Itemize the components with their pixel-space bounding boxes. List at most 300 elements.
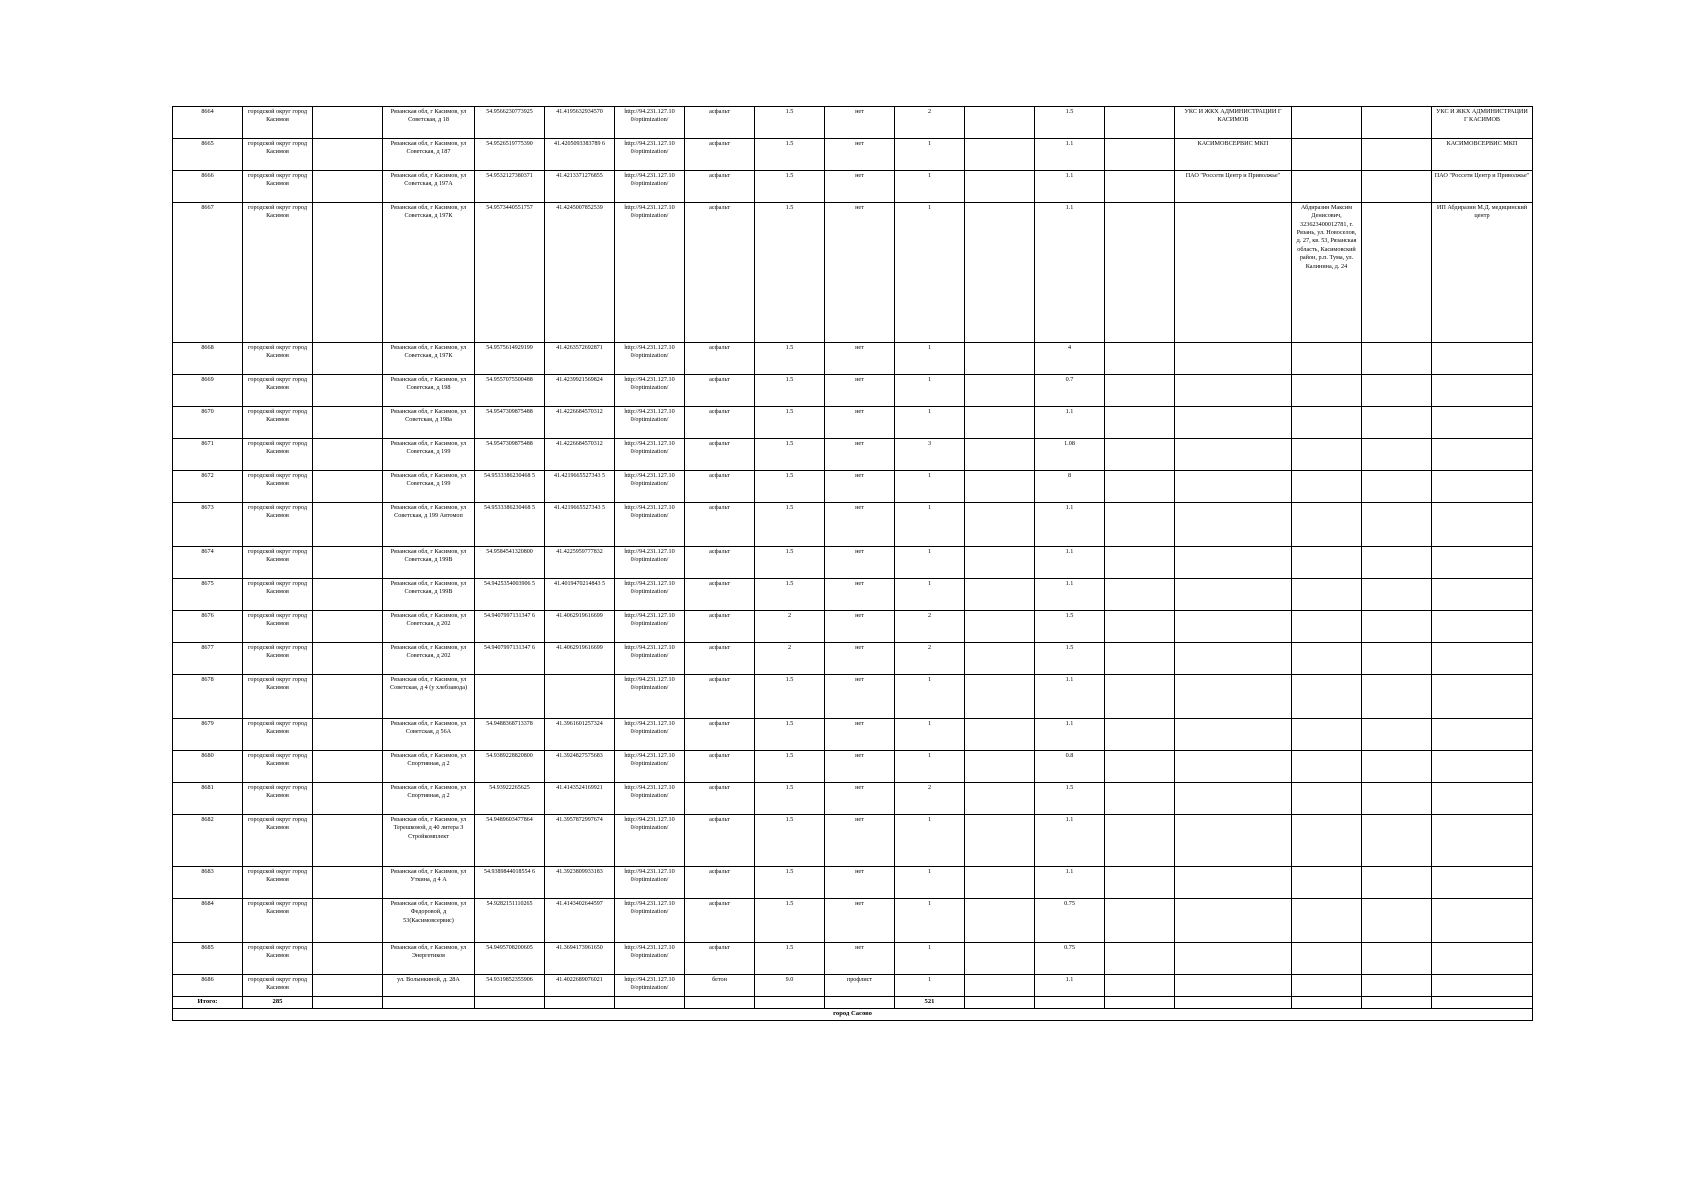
cell-lat: 54.9495708200605: [475, 943, 545, 975]
table-row: [173, 975, 1533, 997]
cell-lon: 41.4143524169921: [545, 783, 615, 815]
cell-empty: [755, 997, 825, 1009]
cell-address: Рязанская обл, г Касимов, ул Федоровой, д 53(Касимовсервис): [383, 899, 475, 943]
cell-surface: асфальт: [685, 751, 755, 783]
cell-n: 8681: [173, 783, 243, 815]
cell-link: http://94.231.127.10 0/optimization/: [615, 815, 685, 867]
cell-district: городской округ город Касимов: [243, 943, 313, 975]
cell-owner: [1292, 503, 1362, 547]
cell-empty: [1105, 375, 1175, 407]
cell-empty: [1362, 997, 1432, 1009]
cell-link: http://94.231.127.10 0/optimization/: [615, 139, 685, 171]
cell-count: 3: [895, 439, 965, 471]
cell-cover: нет: [825, 751, 895, 783]
cell-count: 1: [895, 503, 965, 547]
cell-source: ПАО "Россети Центр и Приволжье": [1432, 171, 1533, 203]
cell-lon: 41.3694173961650: [545, 943, 615, 975]
table-row: [173, 943, 1533, 975]
cell-cover: нет: [825, 643, 895, 675]
cell-n: 8673: [173, 503, 243, 547]
cell-org: [1175, 899, 1292, 943]
cell-org: [1175, 783, 1292, 815]
cell-empty: [1362, 547, 1432, 579]
cell-org: [1175, 203, 1292, 343]
cell-empty: [545, 997, 615, 1009]
cell-empty: [383, 997, 475, 1009]
cell-count: 1: [895, 975, 965, 997]
cell-area: 9.0: [755, 975, 825, 997]
cell-lat: 54.9547309875488: [475, 407, 545, 439]
cell-empty: [313, 171, 383, 203]
cell-volume: 4: [1035, 343, 1105, 375]
cell-surface: асфальт: [685, 439, 755, 471]
cell-district: городской округ город Касимов: [243, 171, 313, 203]
cell-empty: [965, 547, 1035, 579]
cell-n: 8675: [173, 579, 243, 611]
cell-empty: [615, 997, 685, 1009]
cell-address: Рязанская обл, г Касимов, ул Спортивная, д 2: [383, 783, 475, 815]
cell-area: 1.5: [755, 943, 825, 975]
table-row: [173, 783, 1533, 815]
cell-cover: нет: [825, 107, 895, 139]
cell-volume: 8: [1035, 471, 1105, 503]
table-row: [173, 439, 1533, 471]
cell-address: Рязанская обл, г Касимов, ул Уткина, д 4 А: [383, 867, 475, 899]
cell-empty: [965, 719, 1035, 751]
cell-empty: [313, 643, 383, 675]
cell-empty: [965, 783, 1035, 815]
cell-surface: асфальт: [685, 107, 755, 139]
cell-count: 1: [895, 943, 965, 975]
cell-lat: 54.9488368713378: [475, 719, 545, 751]
cell-area: 1.5: [755, 139, 825, 171]
cell-area: 1.5: [755, 867, 825, 899]
cell-area: 1.5: [755, 107, 825, 139]
cell-empty: [685, 997, 755, 1009]
cell-empty: [1105, 503, 1175, 547]
cell-empty: [1362, 815, 1432, 867]
cell-count: 1: [895, 815, 965, 867]
cell-district: городской округ город Касимов: [243, 975, 313, 997]
cell-link: http://94.231.127.10 0/optimization/: [615, 439, 685, 471]
table-row: [173, 899, 1533, 943]
table-row: [173, 203, 1533, 343]
cell-link: http://94.231.127.10 0/optimization/: [615, 203, 685, 343]
table-row: [173, 139, 1533, 171]
cell-org: [1175, 471, 1292, 503]
cell-empty: [1362, 867, 1432, 899]
cell-source: [1432, 675, 1533, 719]
cell-org: УКС И ЖКХ АДМИНИСТРАЦИИ Г КАСИМОВ: [1175, 107, 1292, 139]
cell-address: Рязанская обл, г Касимов, ул Советская, д 199 Автомоп: [383, 503, 475, 547]
cell-empty: [1105, 579, 1175, 611]
cell-lat: 54.9389844018554 6: [475, 867, 545, 899]
cell-empty: [313, 943, 383, 975]
cell-empty: [1105, 611, 1175, 643]
cell-org: ПАО "Россети Центр и Приволжье": [1175, 171, 1292, 203]
cell-cover: нет: [825, 471, 895, 503]
cell-count: 2: [895, 783, 965, 815]
cell-empty: [313, 439, 383, 471]
cell-n: 8684: [173, 899, 243, 943]
cell-source: [1432, 375, 1533, 407]
cell-empty: [1362, 107, 1432, 139]
cell-cover: нет: [825, 139, 895, 171]
cell-source: [1432, 719, 1533, 751]
cell-surface: асфальт: [685, 203, 755, 343]
cell-surface: асфальт: [685, 899, 755, 943]
cell-count: 2: [895, 107, 965, 139]
cell-lat: [475, 675, 545, 719]
cell-lat: 54.9489603477864: [475, 815, 545, 867]
cell-empty: [1105, 997, 1175, 1009]
cell-empty: [1362, 611, 1432, 643]
cell-empty: [313, 751, 383, 783]
table-row: [173, 611, 1533, 643]
cell-surface: асфальт: [685, 139, 755, 171]
cell-link: http://94.231.127.10 0/optimization/: [615, 675, 685, 719]
cell-lon: 41.3961601257324: [545, 719, 615, 751]
cell-empty: [313, 503, 383, 547]
cell-org: [1175, 439, 1292, 471]
cell-count: 1: [895, 751, 965, 783]
cell-owner: [1292, 139, 1362, 171]
total-count: 521: [895, 997, 965, 1009]
cell-volume: 1.1: [1035, 675, 1105, 719]
cell-surface: асфальт: [685, 719, 755, 751]
cell-count: 1: [895, 343, 965, 375]
cell-lon: 41.4226684570312: [545, 407, 615, 439]
cell-volume: 1.1: [1035, 171, 1105, 203]
cell-empty: [965, 203, 1035, 343]
cell-org: [1175, 975, 1292, 997]
cell-empty: [965, 899, 1035, 943]
cell-lon: 41.3957872997674: [545, 815, 615, 867]
register-table-sheet: [172, 106, 1530, 1021]
cell-link: http://94.231.127.10 0/optimization/: [615, 471, 685, 503]
cell-volume: 0.8: [1035, 751, 1105, 783]
cell-n: 8671: [173, 439, 243, 471]
cell-link: http://94.231.127.10 0/optimization/: [615, 503, 685, 547]
cell-volume: 1.1: [1035, 139, 1105, 171]
cell-cover: нет: [825, 943, 895, 975]
cell-surface: асфальт: [685, 407, 755, 439]
cell-owner: [1292, 643, 1362, 675]
cell-cover: нет: [825, 783, 895, 815]
cell-count: 2: [895, 611, 965, 643]
cell-link: http://94.231.127.10 0/optimization/: [615, 975, 685, 997]
cell-n: 8685: [173, 943, 243, 975]
cell-empty: [965, 107, 1035, 139]
cell-lat: 54.9573440551757: [475, 203, 545, 343]
cell-area: 1.5: [755, 439, 825, 471]
cell-empty: [313, 867, 383, 899]
cell-volume: 1.1: [1035, 579, 1105, 611]
cell-link: http://94.231.127.10 0/optimization/: [615, 375, 685, 407]
cell-address: ул. Волынкиной, д. 28А: [383, 975, 475, 997]
cell-lon: 41.4263572692871: [545, 343, 615, 375]
cell-empty: [1362, 783, 1432, 815]
cell-empty: [313, 139, 383, 171]
cell-address: Рязанская обл, г Касимов, ул Советская, д 197К: [383, 343, 475, 375]
cell-lat: 54.9407997131347 6: [475, 611, 545, 643]
cell-empty: [1105, 643, 1175, 675]
container-sites-table: [172, 106, 1533, 1021]
cell-empty: [1362, 139, 1432, 171]
cell-n: 8679: [173, 719, 243, 751]
cell-source: [1432, 439, 1533, 471]
cell-n: 8683: [173, 867, 243, 899]
cell-count: 1: [895, 579, 965, 611]
cell-owner: [1292, 107, 1362, 139]
table-row: [173, 503, 1533, 547]
cell-empty: [1035, 997, 1105, 1009]
cell-link: http://94.231.127.10 0/optimization/: [615, 579, 685, 611]
cell-surface: асфальт: [685, 579, 755, 611]
cell-empty: [965, 751, 1035, 783]
cell-empty: [1105, 719, 1175, 751]
cell-link: http://94.231.127.10 0/optimization/: [615, 611, 685, 643]
cell-surface: асфальт: [685, 867, 755, 899]
cell-n: 8678: [173, 675, 243, 719]
cell-cover: нет: [825, 611, 895, 643]
cell-count: 1: [895, 899, 965, 943]
cell-source: [1432, 867, 1533, 899]
cell-source: [1432, 611, 1533, 643]
cell-owner: [1292, 611, 1362, 643]
cell-lat: 54.9407997131347 6: [475, 643, 545, 675]
cell-volume: 1.5: [1035, 611, 1105, 643]
cell-address: Рязанская обл, г Касимов, ул Советская, д 199В: [383, 579, 475, 611]
cell-empty: [313, 579, 383, 611]
cell-address: Рязанская обл, г Касимов, ул Советская, д 4 (у хлебзавода): [383, 675, 475, 719]
cell-district: городской округ город Касимов: [243, 439, 313, 471]
cell-district: городской округ город Касимов: [243, 579, 313, 611]
cell-district: городской округ город Касимов: [243, 675, 313, 719]
cell-empty: [475, 997, 545, 1009]
cell-link: http://94.231.127.10 0/optimization/: [615, 867, 685, 899]
cell-lon: 41.4205093383789 6: [545, 139, 615, 171]
cell-empty: [1105, 815, 1175, 867]
cell-empty: [1175, 997, 1292, 1009]
cell-org: [1175, 407, 1292, 439]
cell-source: [1432, 943, 1533, 975]
cell-n: 8666: [173, 171, 243, 203]
table-row: [173, 471, 1533, 503]
cell-cover: нет: [825, 899, 895, 943]
cell-link: http://94.231.127.10 0/optimization/: [615, 751, 685, 783]
cell-n: 8682: [173, 815, 243, 867]
cell-volume: 0.75: [1035, 943, 1105, 975]
cell-empty: [965, 997, 1035, 1009]
cell-cover: нет: [825, 203, 895, 343]
cell-empty: [1105, 407, 1175, 439]
cell-cover: нет: [825, 547, 895, 579]
cell-cover: нет: [825, 439, 895, 471]
table-row: [173, 343, 1533, 375]
cell-count: 1: [895, 407, 965, 439]
cell-source: УКС И ЖКХ АДМИНИСТРАЦИИ Г КАСИМОВ: [1432, 107, 1533, 139]
cell-empty: [1105, 751, 1175, 783]
cell-empty: [313, 547, 383, 579]
cell-cover: нет: [825, 503, 895, 547]
table-row: [173, 547, 1533, 579]
cell-link: http://94.231.127.10 0/optimization/: [615, 719, 685, 751]
cell-lon: 41.4022689076021: [545, 975, 615, 997]
cell-lat: 54.9526519775390: [475, 139, 545, 171]
cell-owner: [1292, 815, 1362, 867]
cell-district: городской округ город Касимов: [243, 611, 313, 643]
cell-link: http://94.231.127.10 0/optimization/: [615, 943, 685, 975]
cell-district: городской округ город Касимов: [243, 547, 313, 579]
cell-owner: [1292, 407, 1362, 439]
cell-org: [1175, 751, 1292, 783]
cell-area: 1.5: [755, 899, 825, 943]
cell-empty: [313, 975, 383, 997]
cell-area: 1.5: [755, 503, 825, 547]
cell-org: [1175, 611, 1292, 643]
cell-empty: [1105, 471, 1175, 503]
cell-source: [1432, 643, 1533, 675]
cell-empty: [1105, 943, 1175, 975]
cell-district: городской округ город Касимов: [243, 899, 313, 943]
cell-count: 1: [895, 675, 965, 719]
total-row: [173, 997, 1533, 1009]
table-row: [173, 107, 1533, 139]
cell-lon: 41.4226684570312: [545, 439, 615, 471]
cell-address: Рязанская обл, г Касимов, ул Энергетиков: [383, 943, 475, 975]
cell-empty: [965, 343, 1035, 375]
cell-lat: 54.9584541320800: [475, 547, 545, 579]
cell-empty: [1362, 471, 1432, 503]
cell-volume: 1.1: [1035, 867, 1105, 899]
cell-address: Рязанская обл, г Касимов, ул Советская, д 56А: [383, 719, 475, 751]
cell-lat: 54.9282151110265: [475, 899, 545, 943]
cell-surface: асфальт: [685, 675, 755, 719]
cell-n: 8667: [173, 203, 243, 343]
cell-volume: 0.7: [1035, 375, 1105, 407]
cell-empty: [965, 675, 1035, 719]
cell-cover: нет: [825, 815, 895, 867]
cell-org: [1175, 867, 1292, 899]
cell-owner: [1292, 375, 1362, 407]
cell-area: 1.5: [755, 471, 825, 503]
cell-district: городской округ город Касимов: [243, 815, 313, 867]
cell-count: 1: [895, 203, 965, 343]
cell-n: 8664: [173, 107, 243, 139]
cell-empty: [313, 611, 383, 643]
cell-area: 1.5: [755, 815, 825, 867]
cell-cover: нет: [825, 407, 895, 439]
cell-empty: [1362, 975, 1432, 997]
cell-count: 1: [895, 375, 965, 407]
cell-source: [1432, 899, 1533, 943]
cell-owner: Абдиразин Максим Денисович, 323623400012781, г. Рязань, ул. Новоселов, д. 27, кв. 53, Рязанская область, Касимовский район, р.п. Тума, ул. Калинина, д. 24: [1292, 203, 1362, 343]
cell-n: 8680: [173, 751, 243, 783]
table-row: [173, 407, 1533, 439]
cell-empty: [313, 407, 383, 439]
table-row: [173, 579, 1533, 611]
cell-cover: нет: [825, 675, 895, 719]
cell-area: 1.5: [755, 675, 825, 719]
cell-volume: 1.1: [1035, 719, 1105, 751]
cell-district: городской округ город Касимов: [243, 783, 313, 815]
cell-volume: 0.75: [1035, 899, 1105, 943]
cell-volume: 1.1: [1035, 407, 1105, 439]
cell-empty: [1105, 867, 1175, 899]
cell-volume: 1.1: [1035, 975, 1105, 997]
cell-address: Рязанская обл, г Касимов, ул Советская, д 199: [383, 471, 475, 503]
cell-count: 1: [895, 471, 965, 503]
cell-surface: асфальт: [685, 611, 755, 643]
cell-link: http://94.231.127.10 0/optimization/: [615, 547, 685, 579]
cell-org: [1175, 643, 1292, 675]
cell-lat: 54.9532127380371: [475, 171, 545, 203]
cell-district: городской округ город Касимов: [243, 867, 313, 899]
cell-address: Рязанская обл, г Касимов, ул Терешковой, д 40 литера З Стройкомплект: [383, 815, 475, 867]
cell-link: http://94.231.127.10 0/optimization/: [615, 343, 685, 375]
cell-empty: [1362, 503, 1432, 547]
cell-source: [1432, 579, 1533, 611]
cell-org: [1175, 943, 1292, 975]
table-row: [173, 375, 1533, 407]
cell-lon: 41.4062919616699: [545, 643, 615, 675]
cell-area: 1.5: [755, 171, 825, 203]
cell-empty: [1105, 203, 1175, 343]
cell-address: Рязанская обл, г Касимов, ул Советская, д 202: [383, 643, 475, 675]
cell-source: [1432, 751, 1533, 783]
cell-lon: 41.4219665527343 5: [545, 503, 615, 547]
cell-volume: 1.1: [1035, 503, 1105, 547]
cell-address: Рязанская обл, г Касимов, ул Советская, д 198а: [383, 407, 475, 439]
cell-empty: [313, 997, 383, 1009]
cell-empty: [965, 407, 1035, 439]
cell-n: 8672: [173, 471, 243, 503]
table-row: [173, 719, 1533, 751]
cell-lon: 41.4143402644597: [545, 899, 615, 943]
cell-surface: асфальт: [685, 343, 755, 375]
cell-volume: 1.1: [1035, 547, 1105, 579]
cell-area: 1.5: [755, 579, 825, 611]
cell-address: Рязанская обл, г Касимов, ул Советская, д 18: [383, 107, 475, 139]
cell-empty: [965, 643, 1035, 675]
cell-empty: [1432, 997, 1533, 1009]
cell-n: 8668: [173, 343, 243, 375]
cell-lat: 54.9557075500488: [475, 375, 545, 407]
cell-org: [1175, 343, 1292, 375]
cell-lon: 41.4195632934570: [545, 107, 615, 139]
cell-district: городской округ город Касимов: [243, 471, 313, 503]
cell-empty: [1105, 439, 1175, 471]
cell-district: городской округ город Касимов: [243, 343, 313, 375]
cell-empty: [1292, 997, 1362, 1009]
cell-count: 1: [895, 867, 965, 899]
cell-link: http://94.231.127.10 0/optimization/: [615, 783, 685, 815]
cell-surface: асфальт: [685, 547, 755, 579]
cell-owner: [1292, 675, 1362, 719]
cell-empty: [1105, 899, 1175, 943]
cell-cover: профлист: [825, 975, 895, 997]
cell-owner: [1292, 751, 1362, 783]
cell-source: [1432, 547, 1533, 579]
cell-empty: [1362, 343, 1432, 375]
cell-n: 8677: [173, 643, 243, 675]
cell-lat: 54.9533386230468 5: [475, 503, 545, 547]
cell-n: 8674: [173, 547, 243, 579]
cell-address: Рязанская обл, г Касимов, ул Советская, д 199: [383, 439, 475, 471]
cell-area: 1.5: [755, 375, 825, 407]
cell-volume: 1.5: [1035, 107, 1105, 139]
